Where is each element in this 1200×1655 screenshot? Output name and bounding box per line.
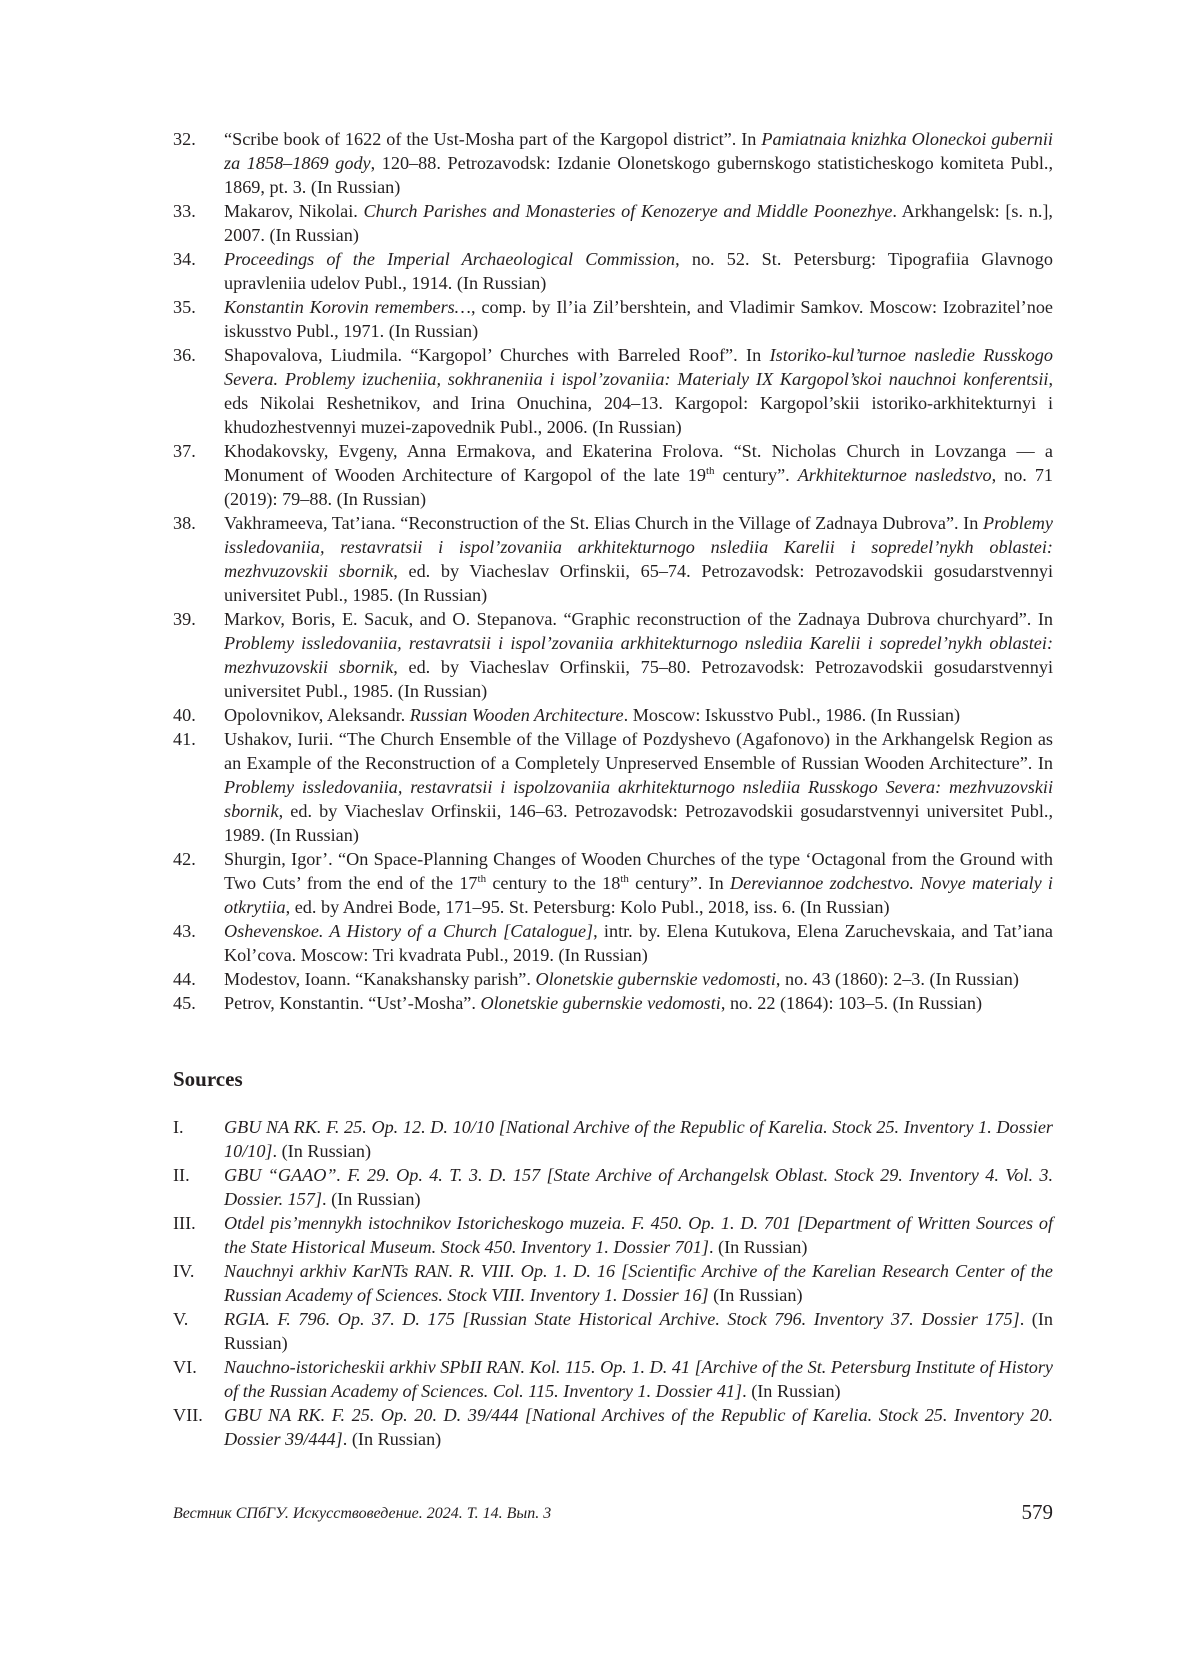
reference-item-number: 33. (173, 201, 196, 221)
italic-title: GBU NA RK. F. 25. Op. 12. D. 10/10 [National Archive of the Republic of Karelia. Stock 25. Inventory 1. Dossier 10/10] (224, 1117, 1053, 1161)
source-item (173, 1403, 1053, 1451)
citation-text: “Scribe book of 1622 of the Ust-Mosha part of the Kargopol district”. In (224, 129, 762, 149)
citation-text: , 120–88. Petrozavodsk: Izdanie Olonetskogo gubernskogo statisticheskogo komiteta Publ., 1869, pt. 3. (In Russian) (224, 153, 1053, 197)
reference-item-number: 43. (173, 921, 196, 941)
citation-text: , intr. by. Elena Kutukova, Elena Zaruchevskaia, and Tat’iana Kol’cova. Moscow: Tri kvadrata Publ., 2019. (In Russian) (224, 921, 1053, 965)
superscript: th (620, 873, 629, 885)
reference-item-number: 35. (173, 297, 196, 317)
citation-text: century”. In (628, 873, 731, 893)
italic-title: Proceedings of the Imperial Archaeological Commission (224, 249, 676, 269)
italic-title: Nauchno-istoricheskii arkhiv SPbII RAN. Kol. 115. Op. 1. D. 41 [Archive of the St. Petersburg Institute of History of the Russian Academy of Sciences. Col. 115. Inventory 1. Dossier 41] (224, 1357, 1053, 1401)
italic-title: Olonetskie gubernskie vedomosti (535, 969, 776, 989)
citation-text: Modestov, Ioann. “Kanakshansky parish”. (224, 969, 536, 989)
citation-text: Shapovalova, Liudmila. “Kargopol’ Churches with Barreled Roof”. In (224, 345, 770, 365)
source-item-number: II. (173, 1165, 190, 1185)
reference-item (173, 127, 1053, 199)
citation-text: . (In Russian) (224, 1309, 1053, 1353)
reference-item-number: 38. (173, 513, 196, 533)
source-item (173, 1259, 1053, 1307)
source-item-number: V. (173, 1309, 189, 1329)
citation-text: Ushakov, Iurii. “The Church Ensemble of the Village of Pozdyshevo (Agafonovo) in the Arkhangelsk Region as an Example of the Reconstruction of a Completely Unpreserved Ensemble of Russian Wooden Architecture”. In (224, 729, 1053, 773)
citation-text: . (In Russian) (272, 1141, 372, 1161)
citation-text: (In Russian) (708, 1285, 803, 1305)
italic-title: Problemy issledovaniia, restavratsii i ispol’zovaniia arkhitekturnogo nslediia Karelii i sopredel’nykh oblastei: mezhvuzovskii sbornik (224, 633, 1053, 677)
reference-item-number: 36. (173, 345, 196, 365)
sources-list (173, 1115, 1053, 1451)
reference-item-number: 44. (173, 969, 196, 989)
reference-item (173, 727, 1053, 847)
reference-list (173, 127, 1053, 1015)
reference-item (173, 607, 1053, 703)
italic-title: Problemy issledovaniia, restavratsii i ispol’zovaniia arkhitekturnogo nslediia Karelii i sopredel’nykh oblastei: mezhvuzovskii sbornik (224, 513, 1053, 581)
italic-title: Konstantin Korovin remembers… (224, 297, 471, 317)
citation-text: , ed. by Viacheslav Orfinskii, 65–74. Petrozavodsk: Petrozavodskii gosudarstvennyi universitet Publ., 1985. (In Russian) (224, 561, 1054, 605)
source-item-number: I. (173, 1117, 184, 1137)
citation-text: , comp. by Il’ia Zil’bershtein, and Vladimir Samkov. Moscow: Izobrazitel’noe iskusstvo Publ., 1971. (In Russian) (224, 297, 1054, 341)
italic-title: Pamiatnaia knizhka Oloneckoi gubernii za 1858–1869 gody (224, 129, 1053, 173)
reference-item-number: 41. (173, 729, 196, 749)
italic-title: Olonetskie gubernskie vedomosti (480, 993, 721, 1013)
italic-title: Nauchnyi arkhiv KarNTs RAN. R. VIII. Op. 1. D. 16 [Scientific Archive of the Karelian Research Center of the Russian Academy of Sciences. Stock VIII. Inventory 1. Dossier 16] (224, 1261, 1053, 1305)
superscript: th (477, 873, 487, 885)
citation-text: . Moscow: Iskusstvo Publ., 1986. (In Russian) (623, 705, 961, 725)
reference-item (173, 511, 1053, 607)
reference-item (173, 295, 1053, 343)
reference-item-number: 32. (173, 129, 196, 149)
citation-text: , ed. by Viacheslav Orfinskii, 75–80. Petrozavodsk: Petrozavodskii gosudarstvennyi universitet Publ., 1985. (In Russian) (224, 657, 1054, 701)
reference-item (173, 199, 1053, 247)
source-item (173, 1307, 1053, 1355)
source-item-number: VII. (173, 1405, 203, 1425)
reference-item (173, 247, 1053, 295)
page-number: 579 (1021, 1500, 1053, 1524)
reference-item-number: 39. (173, 609, 196, 629)
italic-title: RGIA. F. 796. Op. 37. D. 175 [Russian State Historical Archive. Stock 796. Inventory 37. Dossier 175] (224, 1309, 1020, 1329)
citation-text: Khodakovsky, Evgeny, Anna Ermakova, and Ekaterina Frolova. “St. Nicholas Church in Lovzanga — a Monument of Wooden Architecture of Kargopol of the late 19 (224, 441, 1053, 485)
citation-text: . (In Russian) (742, 1381, 841, 1401)
superscript: th (705, 465, 715, 477)
citation-text: Vakhrameeva, Tat’iana. “Reconstruction of the St. Elias Church in the Village of Zadnaya Dubrova”. In (224, 513, 983, 533)
citation-text: , no. 22 (1864): 103–5. (In Russian) (720, 993, 983, 1013)
reference-item-number: 45. (173, 993, 196, 1013)
citation-text: Markov, Boris, E. Sacuk, and O. Stepanova. “Graphic reconstruction of the Zadnaya Dubrova churchyard”. In (224, 609, 1053, 629)
reference-item (173, 991, 1053, 1015)
reference-item (173, 703, 1053, 727)
citation-text: . (In Russian) (342, 1429, 442, 1449)
citation-text: , no. 71 (2019): 79–88. (In Russian) (224, 465, 1054, 509)
citation-text: . (In Russian) (708, 1237, 808, 1257)
reference-item-number: 42. (173, 849, 196, 869)
citation-text: , no. 43 (1860): 2–3. (In Russian) (775, 969, 1019, 989)
italic-title: Otdel pis’mennykh istochnikov Istoricheskogo muzeia. F. 450. Op. 1. D. 701 [Department of Written Sources of the State Historical Museum. Stock 450. Inventory 1. Dossier 701] (224, 1213, 1053, 1257)
reference-item-number: 37. (173, 441, 196, 461)
source-item (173, 1355, 1053, 1403)
italic-title: GBU “GAAO”. F. 29. Op. 4. T. 3. D. 157 [State Archive of Archangelsk Oblast. Stock 29. Inventory 4. Vol. 3. Dossier. 157] (224, 1165, 1053, 1209)
italic-title: Church Parishes and Monasteries of Kenozerye and Middle Poonezhye (363, 201, 893, 221)
reference-item-number: 34. (173, 249, 196, 269)
citation-text: , no. 52. St. Petersburg: Tipografiia Glavnogo upravleniia udelov Publ., 1914. (In Russian) (224, 249, 1053, 293)
source-item-number: IV. (173, 1261, 195, 1281)
reference-item (173, 439, 1053, 511)
journal-footer: Вестник СПбГУ. Искусствоведение. 2024. Т. 14. Вып. 3 (173, 1505, 552, 1522)
italic-title: Istoriko-kul’turnoe nasledie Russkogo Severa. Problemy izucheniia, sokhraneniia i ispol’zovaniia: Materialy IX Kargopol’skoi nauchnoi konferentsii (224, 345, 1053, 389)
reference-item (173, 343, 1053, 439)
reference-item-number: 40. (173, 705, 196, 725)
citation-text: , eds Nikolai Reshetnikov, and Irina Onuchina, 204–13. Kargopol: Kargopol’skii istoriko-arkhitekturnyi i khudozhestvennyi muzei-zapovednik Publ., 2006. (In Russian) (224, 369, 1053, 437)
citation-text: century”. (714, 465, 798, 485)
source-item-number: III. (173, 1213, 196, 1233)
citation-text: century to the 18 (486, 873, 621, 893)
italic-title: Russian Wooden Architecture (409, 705, 624, 725)
italic-title: Arkhitekturnoe nasledstvo (797, 465, 992, 485)
source-item-number: VI. (173, 1357, 197, 1377)
citation-text: Shurgin, Igor’. “On Space-Planning Changes of Wooden Churches of the type ‘Octagonal from the Ground with Two Cuts’ from the end of the 17 (224, 849, 1053, 893)
reference-item (173, 967, 1053, 991)
reference-item (173, 847, 1053, 919)
italic-title: GBU NA RK. F. 25. Op. 20. D. 39/444 [National Archives of the Republic of Karelia. Stock 25. Inventory 20. Dossier 39/444] (224, 1405, 1053, 1449)
citation-text: Petrov, Konstantin. “Ust’-Mosha”. (224, 993, 481, 1013)
italic-title: Oshevenskoe. A History of a Church [Catalogue] (224, 921, 594, 941)
citation-text: . (In Russian) (322, 1189, 421, 1209)
citation-text: , ed. by Andrei Bode, 171–95. St. Petersburg: Kolo Publ., 2018, iss. 6. (In Russian) (285, 897, 890, 917)
source-item (173, 1115, 1053, 1163)
citation-text: Makarov, Nikolai. (224, 201, 364, 221)
italic-title: Problemy issledovaniia, restavratsii i ispolzovaniia akrhitekturnogo nslediia Russkogo Severa: mezhvuzovskii sbornik (224, 777, 1053, 821)
reference-item (173, 919, 1053, 967)
citation-text: , ed. by Viacheslav Orfinskii, 146–63. Petrozavodsk: Petrozavodskii gosudarstvennyi universitet Publ., 1989. (In Russian) (224, 801, 1053, 845)
italic-title: Dereviannoe zodchestvo. Novye materialy i otkrytiia (224, 873, 1053, 917)
sources-heading: Sources (173, 1067, 243, 1091)
source-item (173, 1211, 1053, 1259)
citation-text: . Arkhangelsk: [s. n.], 2007. (In Russian) (224, 201, 1053, 245)
source-item (173, 1163, 1053, 1211)
citation-text: Opolovnikov, Aleksandr. (224, 705, 410, 725)
